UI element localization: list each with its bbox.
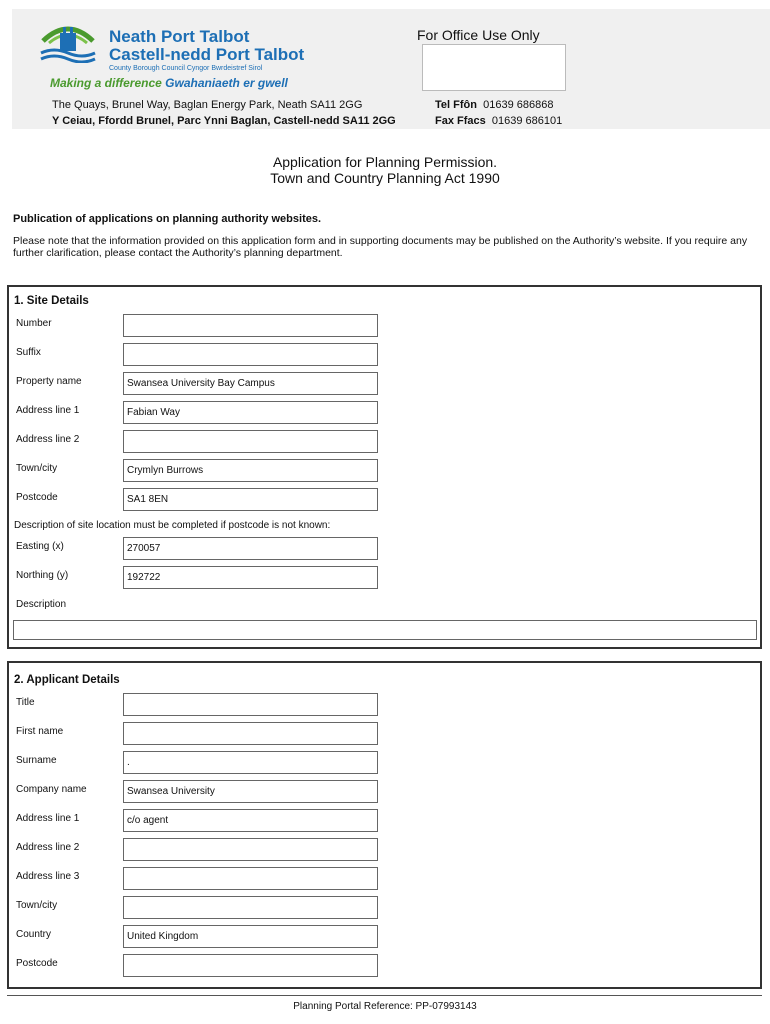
- field-label: Address line 1: [16, 405, 80, 416]
- office-use-box: [422, 44, 566, 91]
- fax: [435, 115, 562, 127]
- field-label: Address line 2: [16, 842, 80, 853]
- fax-label: Fax Ffacs: [435, 115, 486, 127]
- northing-input[interactable]: 192722: [123, 566, 378, 589]
- telephone: [435, 99, 553, 111]
- location-note: Description of site location must be completed if postcode is not known:: [14, 520, 331, 531]
- site-postcode-input[interactable]: SA1 8EN: [123, 488, 378, 511]
- tagline: [50, 76, 288, 90]
- applicant-town-input[interactable]: [123, 896, 378, 919]
- site-suffix-input[interactable]: [123, 343, 378, 366]
- site-details-section: [7, 285, 762, 649]
- field-label: Title: [16, 697, 35, 708]
- field-label: Suffix: [16, 347, 41, 358]
- field-label: Address line 2: [16, 434, 80, 445]
- site-number-input[interactable]: [123, 314, 378, 337]
- field-label: Northing (y): [16, 570, 69, 581]
- property-name-input[interactable]: Swansea University Bay Campus: [123, 372, 378, 395]
- council-name-english: Neath Port Talbot: [109, 27, 250, 46]
- portal-reference: Planning Portal Reference: PP-07993143: [293, 1001, 477, 1012]
- field-label: First name: [16, 726, 64, 737]
- applicant-surname-input[interactable]: .: [123, 751, 378, 774]
- site-description-input[interactable]: [13, 620, 757, 640]
- field-label: Surname: [16, 755, 57, 766]
- fax-number: 01639 686101: [491, 115, 563, 127]
- section-title: 1. Site Details: [14, 295, 89, 307]
- field-label: Postcode: [16, 958, 58, 969]
- applicant-company-input[interactable]: Swansea University: [123, 780, 378, 803]
- field-label: Address line 3: [16, 871, 80, 882]
- council-name-welsh: Castell-nedd Port Talbot: [109, 45, 305, 64]
- field-label: Description: [16, 599, 67, 610]
- tagline-english: Making a difference: [50, 76, 162, 90]
- form-subtitle: Town and Country Planning Act 1990: [270, 170, 500, 186]
- field-label: Town/city: [16, 463, 58, 474]
- council-logo-icon: [39, 19, 97, 63]
- field-label: Easting (x): [16, 541, 64, 552]
- field-label: Address line 1: [16, 813, 80, 824]
- publication-heading: Publication of applications on planning authority websites.: [13, 213, 322, 225]
- tel-label: Tel Ffôn: [435, 99, 477, 111]
- field-label: Property name: [16, 376, 82, 387]
- applicant-title-input[interactable]: [123, 693, 378, 716]
- field-label: Town/city: [16, 900, 58, 911]
- field-label: Number: [16, 318, 52, 329]
- footer-divider: [7, 995, 762, 996]
- applicant-address-line1-input[interactable]: c/o agent: [123, 809, 378, 832]
- easting-input[interactable]: 270057: [123, 537, 378, 560]
- applicant-address-line3-input[interactable]: [123, 867, 378, 890]
- address-welsh: Y Ceiau, Ffordd Brunel, Parc Ynni Baglan, Castell-nedd SA11 2GG: [52, 115, 396, 127]
- tagline-welsh: Gwahaniaeth er gwell: [165, 76, 288, 90]
- site-address-line1-input[interactable]: Fabian Way: [123, 401, 378, 424]
- address-english: The Quays, Brunel Way, Baglan Energy Park, Neath SA11 2GG: [52, 99, 363, 111]
- form-title: Application for Planning Permission.: [272, 154, 498, 170]
- applicant-details-section: [7, 661, 762, 989]
- applicant-first-name-input[interactable]: [123, 722, 378, 745]
- letterhead: [12, 9, 770, 129]
- site-town-input[interactable]: Crymlyn Burrows: [123, 459, 378, 482]
- field-label: Company name: [16, 784, 87, 795]
- office-use-label: For Office Use Only: [417, 27, 540, 43]
- field-label: Postcode: [16, 492, 58, 503]
- council-subtitle: County Borough Council Cyngor Bwrdeistref Sirol: [109, 65, 263, 72]
- publication-text: Please note that the information provided on this application form and in supporting documents may be published on the Authority’s website. If you require any further clarification, please contact the Authority’s planning department.: [13, 235, 748, 259]
- applicant-postcode-input[interactable]: [123, 954, 378, 977]
- field-label: Country: [16, 929, 52, 940]
- applicant-country-input[interactable]: United Kingdom: [123, 925, 378, 948]
- section-title: 2. Applicant Details: [14, 674, 120, 686]
- tel-number: 01639 686868: [483, 99, 554, 111]
- applicant-address-line2-input[interactable]: [123, 838, 378, 861]
- site-address-line2-input[interactable]: [123, 430, 378, 453]
